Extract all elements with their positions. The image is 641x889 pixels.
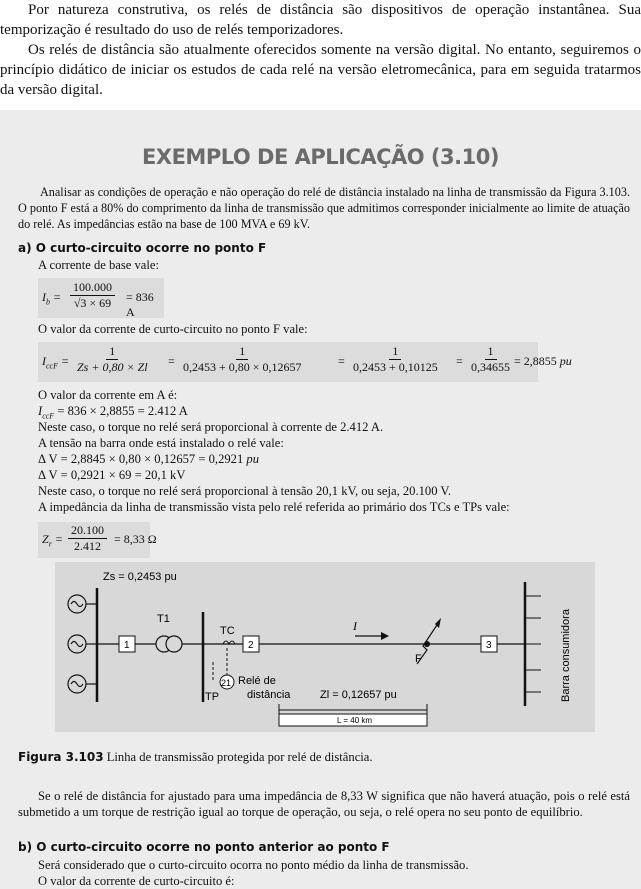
example-box — [0, 110, 641, 889]
transformer-label: T1 — [157, 613, 170, 625]
equation-impedance: $Z_r$ = $\frac{20.100}{2.412}$ = 8,33 Ω — [38, 522, 150, 558]
breaker-2-label: 2 — [248, 640, 254, 651]
figure-background — [55, 562, 595, 732]
line-impedance-intro: A impedância da linha de transmissão vista pelo relé referida ao primário dos TCs e TPs vale: — [38, 500, 510, 514]
line-base-current: A corrente de base vale: — [38, 258, 159, 272]
line-b1: Será considerado que o curto-circuito ocorra no ponto médio da linha de transmissão. — [38, 858, 469, 872]
fault-label: F — [415, 653, 422, 665]
line-delta-v-kv: Δ V = 0,2921 × 69 = 20,1 kV — [38, 468, 186, 482]
paragraph-after-figure: Se o relé de distância for ajustado para uma impedância de 8,33 W significa que não haverá atuação, pois o relé está submetido a um torque de restrição igual ao torque de operação, ou seja, o relé opera no seu ponto de equilíbrio. — [18, 789, 630, 819]
figure-caption: Figura 3.103 Linha de transmissão protegida por relé de distância. — [18, 750, 373, 764]
line-delta-v-pu: Δ V = 2,8845 × 0,80 × 0,12657 = 0,2921 pu — [38, 452, 260, 466]
line-sc-current: O valor da corrente de curto-circuito no ponto F vale: — [38, 322, 308, 336]
breaker-3-label: 3 — [486, 640, 492, 651]
line-bus-voltage: A tensão na barra onde está instalado o relé vale: — [38, 436, 284, 450]
equation-sc-current: $I_{ccF}$ = $\frac{1}{Zs + 0,80 \times Zl}$ = $\frac{1}{0,2453 + 0,80 \times 0,12657}$ = $\frac{1}{0,2453 + 0,10125}$ = $\frac{1}{0,34655}$ = 2,8855 pu — [38, 342, 538, 382]
top-text — [0, 0, 641, 100]
line-torque-voltage: Neste caso, o torque no relé será proporcional à tensão 20,1 kV, ou seja, 20.100 V. — [38, 484, 452, 498]
breaker-1-label: 1 — [124, 640, 130, 651]
relay-label-1: Relé de — [238, 675, 276, 687]
equation-base-current: $I_b$ = $\frac{100.000}{√3 \times 69}$ = 836 A — [38, 278, 164, 318]
transformer-icon — [156, 636, 182, 652]
example-title: EXEMPLO DE APLICAÇÃO (3.10) — [142, 145, 499, 169]
line-b2: O valor da corrente de curto-circuito é: — [38, 874, 235, 888]
relay-label-2: distância — [247, 689, 291, 701]
figure-transmission-line — [55, 562, 595, 732]
tp-label: TP — [205, 691, 220, 703]
zl-label: Zl = 0,12657 pu — [320, 689, 397, 701]
tc-label: TC — [220, 625, 235, 637]
consumer-bus-label: Barra consumidora — [560, 609, 572, 702]
section-a-heading: a) O curto-circuito ocorre no ponto F — [18, 241, 267, 255]
paragraph-1: Por natureza construtiva, os relés de distância são dispositivos de operação instantânea. Sua temporização é resultado do uso de relés temporizadores. — [0, 2, 641, 38]
line-current-amps: O valor da corrente em A é: — [38, 388, 178, 402]
current-label: I — [353, 619, 357, 633]
line-torque-current: Neste caso, o torque no relé será proporcional à corrente de 2.412 A. — [38, 420, 384, 434]
zs-label: Zs = 0,2453 pu — [103, 571, 177, 583]
relay-21-label: 21 — [221, 678, 232, 688]
paragraph-2: Os relés de distância são atualmente oferecidos somente na versão digital. No entanto, seguiremos o princípio didático de iniciar os estudos de cada relé na versão eletromecânica, para em seguida tratarmos da versão digital. — [0, 42, 641, 98]
section-b-heading: b) O curto-circuito ocorre no ponto anterior ao ponto F — [18, 840, 390, 854]
length-label: L = 40 km — [337, 716, 373, 725]
example-intro: Analisar as condições de operação e não operação do relé de distância instalado na linha de transmissão da Figura 3.103. O ponto F está a 80% do comprimento da linha de transmissão que admitimos corresponder inicialmente ao limite de atuação do relé. As impedâncias estão na base de 100 MVA e 69 kV. — [18, 185, 630, 231]
line-current-result: $I_{ccF} = 836 \times 2,8855 = 2.412$ A — [38, 404, 188, 421]
